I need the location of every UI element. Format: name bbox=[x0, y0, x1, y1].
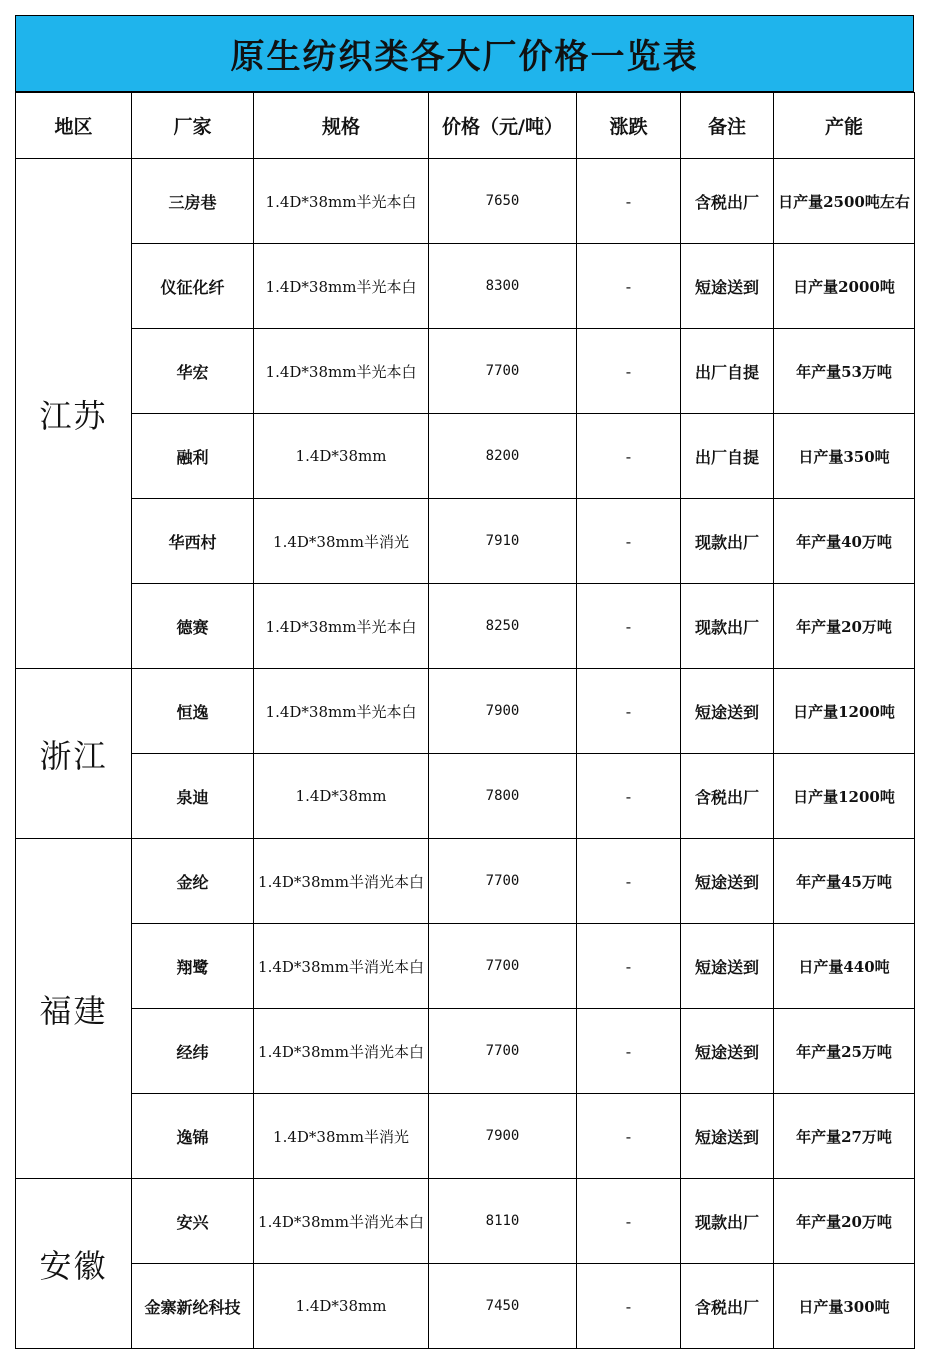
price-cell: 7700 bbox=[429, 329, 577, 414]
change-cell: - bbox=[577, 839, 681, 924]
table-row bbox=[16, 499, 915, 584]
change-cell: - bbox=[577, 329, 681, 414]
price-cell: 7800 bbox=[429, 754, 577, 839]
factory-cell: 逸锦 bbox=[132, 1094, 254, 1179]
price-cell: 8110 bbox=[429, 1179, 577, 1264]
spec-cell: 1.4D*38mm半光本白 bbox=[254, 244, 429, 329]
header-spec: 规格 bbox=[254, 93, 429, 159]
capacity-cell: 年产量20万吨 bbox=[774, 1179, 915, 1264]
note-cell: 现款出厂 bbox=[681, 1179, 774, 1264]
table-row bbox=[16, 839, 915, 924]
capacity-cell: 日产量300吨 bbox=[774, 1264, 915, 1349]
change-cell: - bbox=[577, 1264, 681, 1349]
capacity-cell: 年产量27万吨 bbox=[774, 1094, 915, 1179]
note-cell: 出厂自提 bbox=[681, 414, 774, 499]
price-cell: 7700 bbox=[429, 839, 577, 924]
change-cell: - bbox=[577, 414, 681, 499]
change-cell: - bbox=[577, 244, 681, 329]
factory-cell: 华宏 bbox=[132, 329, 254, 414]
table-row bbox=[16, 669, 915, 754]
spec-cell: 1.4D*38mm半光本白 bbox=[254, 669, 429, 754]
price-cell: 7700 bbox=[429, 1009, 577, 1094]
price-cell: 7650 bbox=[429, 159, 577, 244]
change-cell: - bbox=[577, 499, 681, 584]
factory-cell: 经纬 bbox=[132, 1009, 254, 1094]
table-row bbox=[16, 1009, 915, 1094]
spec-cell: 1.4D*38mm半光本白 bbox=[254, 584, 429, 669]
sheet-title: 原生纺织类各大厂价格一览表 bbox=[15, 15, 914, 92]
header-note: 备注 bbox=[681, 93, 774, 159]
table-row bbox=[16, 244, 915, 329]
factory-cell: 仪征化纤 bbox=[132, 244, 254, 329]
note-cell: 短途送到 bbox=[681, 669, 774, 754]
factory-cell: 三房巷 bbox=[132, 159, 254, 244]
spec-cell: 1.4D*38mm半消光本白 bbox=[254, 839, 429, 924]
spec-cell: 1.4D*38mm半光本白 bbox=[254, 329, 429, 414]
change-cell: - bbox=[577, 584, 681, 669]
price-sheet bbox=[15, 15, 914, 1349]
note-cell: 现款出厂 bbox=[681, 499, 774, 584]
factory-cell: 金寨新纶科技 bbox=[132, 1264, 254, 1349]
spec-cell: 1.4D*38mm半消光本白 bbox=[254, 1179, 429, 1264]
factory-cell: 安兴 bbox=[132, 1179, 254, 1264]
table-row bbox=[16, 1264, 915, 1349]
factory-cell: 泉迪 bbox=[132, 754, 254, 839]
region-cell: 福建 bbox=[16, 839, 132, 1179]
price-cell: 7700 bbox=[429, 924, 577, 1009]
price-cell: 8300 bbox=[429, 244, 577, 329]
header-capacity: 产能 bbox=[774, 93, 915, 159]
factory-cell: 翔鹭 bbox=[132, 924, 254, 1009]
spec-cell: 1.4D*38mm半消光 bbox=[254, 1094, 429, 1179]
spec-cell: 1.4D*38mm半消光本白 bbox=[254, 1009, 429, 1094]
change-cell: - bbox=[577, 1179, 681, 1264]
factory-cell: 华西村 bbox=[132, 499, 254, 584]
table-row bbox=[16, 414, 915, 499]
spec-cell: 1.4D*38mm bbox=[254, 1264, 429, 1349]
factory-cell: 恒逸 bbox=[132, 669, 254, 754]
table-row bbox=[16, 584, 915, 669]
spec-cell: 1.4D*38mm bbox=[254, 754, 429, 839]
capacity-cell: 日产量440吨 bbox=[774, 924, 915, 1009]
capacity-cell: 年产量40万吨 bbox=[774, 499, 915, 584]
factory-cell: 融利 bbox=[132, 414, 254, 499]
price-cell: 8250 bbox=[429, 584, 577, 669]
spec-cell: 1.4D*38mm半光本白 bbox=[254, 159, 429, 244]
header-factory: 厂家 bbox=[132, 93, 254, 159]
change-cell: - bbox=[577, 159, 681, 244]
note-cell: 短途送到 bbox=[681, 924, 774, 1009]
capacity-cell: 日产量2500吨左右 bbox=[774, 159, 915, 244]
header-row bbox=[16, 93, 915, 159]
price-cell: 7900 bbox=[429, 1094, 577, 1179]
factory-cell: 德赛 bbox=[132, 584, 254, 669]
table-body bbox=[16, 159, 915, 1349]
header-change: 涨跌 bbox=[577, 93, 681, 159]
region-cell: 江苏 bbox=[16, 159, 132, 669]
note-cell: 短途送到 bbox=[681, 1094, 774, 1179]
note-cell: 含税出厂 bbox=[681, 159, 774, 244]
note-cell: 现款出厂 bbox=[681, 584, 774, 669]
note-cell: 含税出厂 bbox=[681, 1264, 774, 1349]
price-cell: 8200 bbox=[429, 414, 577, 499]
table-row bbox=[16, 924, 915, 1009]
header-price: 价格（元/吨） bbox=[429, 93, 577, 159]
change-cell: - bbox=[577, 924, 681, 1009]
capacity-cell: 年产量45万吨 bbox=[774, 839, 915, 924]
region-cell: 浙江 bbox=[16, 669, 132, 839]
table-row bbox=[16, 159, 915, 244]
price-cell: 7450 bbox=[429, 1264, 577, 1349]
table-row bbox=[16, 1179, 915, 1264]
capacity-cell: 年产量25万吨 bbox=[774, 1009, 915, 1094]
capacity-cell: 日产量350吨 bbox=[774, 414, 915, 499]
change-cell: - bbox=[577, 1094, 681, 1179]
spec-cell: 1.4D*38mm bbox=[254, 414, 429, 499]
note-cell: 短途送到 bbox=[681, 1009, 774, 1094]
table-row bbox=[16, 329, 915, 414]
price-table bbox=[15, 92, 915, 1349]
header-region: 地区 bbox=[16, 93, 132, 159]
spec-cell: 1.4D*38mm半消光 bbox=[254, 499, 429, 584]
note-cell: 短途送到 bbox=[681, 244, 774, 329]
region-cell: 安徽 bbox=[16, 1179, 132, 1349]
change-cell: - bbox=[577, 669, 681, 754]
table-row bbox=[16, 1094, 915, 1179]
table-row bbox=[16, 754, 915, 839]
capacity-cell: 日产量1200吨 bbox=[774, 754, 915, 839]
capacity-cell: 年产量20万吨 bbox=[774, 584, 915, 669]
capacity-cell: 日产量2000吨 bbox=[774, 244, 915, 329]
factory-cell: 金纶 bbox=[132, 839, 254, 924]
change-cell: - bbox=[577, 1009, 681, 1094]
spec-cell: 1.4D*38mm半消光本白 bbox=[254, 924, 429, 1009]
change-cell: - bbox=[577, 754, 681, 839]
capacity-cell: 年产量53万吨 bbox=[774, 329, 915, 414]
note-cell: 出厂自提 bbox=[681, 329, 774, 414]
price-cell: 7910 bbox=[429, 499, 577, 584]
price-cell: 7900 bbox=[429, 669, 577, 754]
note-cell: 短途送到 bbox=[681, 839, 774, 924]
note-cell: 含税出厂 bbox=[681, 754, 774, 839]
capacity-cell: 日产量1200吨 bbox=[774, 669, 915, 754]
